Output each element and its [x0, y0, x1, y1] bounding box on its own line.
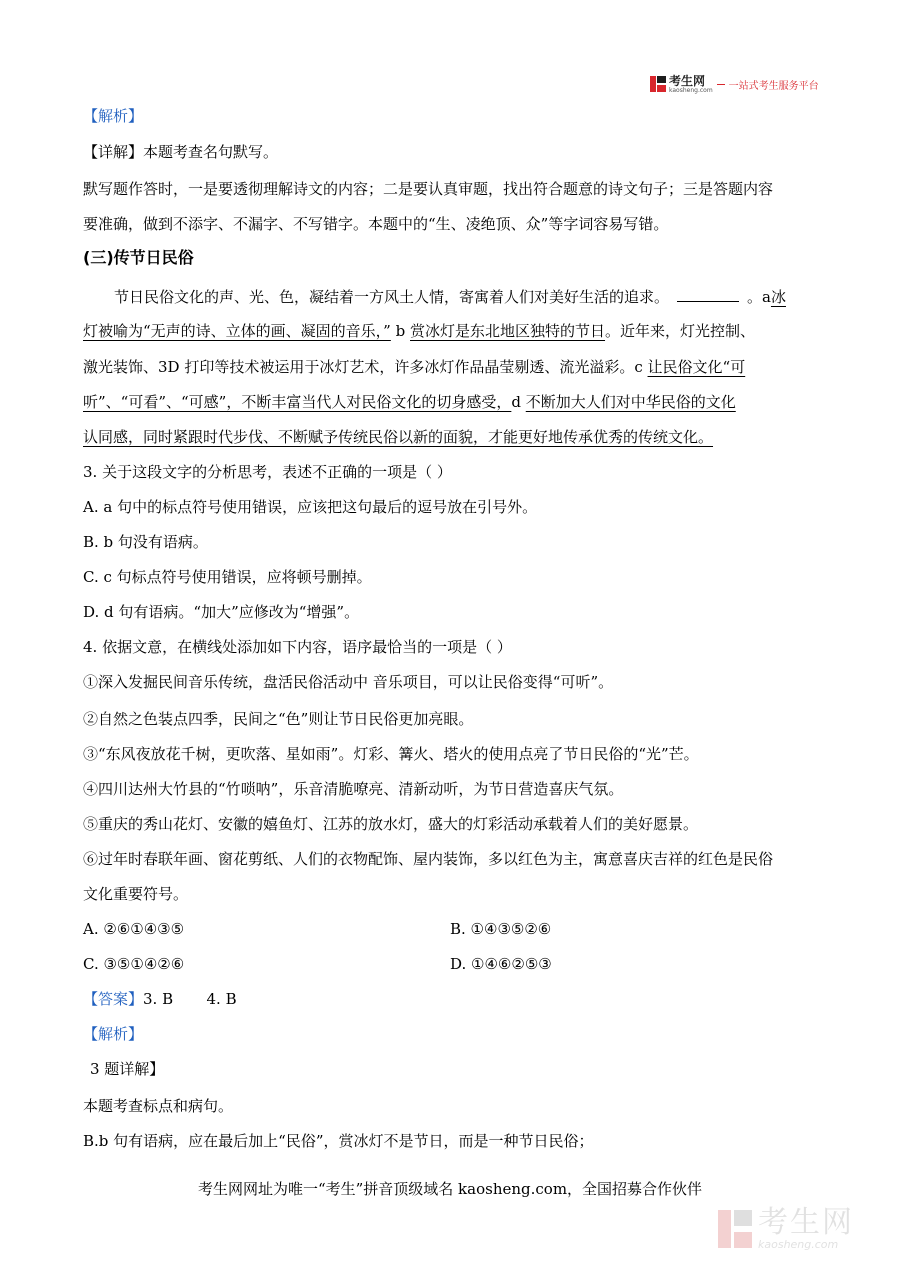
watermark-url: kaosheng.com — [758, 1238, 839, 1251]
choice-a: A. ②⑥①④③⑤ — [83, 920, 185, 938]
item-4: ④四川达州大竹县的“竹唢呐”，乐音清脆嘹亮、清新动听，为节日营造喜庆气氛。 — [83, 780, 624, 798]
explanation-line-2: 要准确，做到不添字、不漏字、不写错字。本题中的“生、凌绝顶、众”等字词容易写错。 — [83, 215, 669, 233]
passage-line-2: 灯被喻为“无声的诗、立体的画、凝固的音乐，” b 赏冰灯是东北地区独特的节日。近年来，灯光控制、 — [83, 322, 756, 340]
answer-blank — [677, 287, 739, 302]
q3-option-b: B. b 句没有语病。 — [83, 533, 208, 551]
item-3: ③“东风夜放花千树，更吹落、星如雨”。灯彩、篝火、塔火的使用点亮了节日民俗的“光”芒。 — [83, 745, 699, 763]
answer-line — [83, 990, 237, 1008]
watermark-name: 考生网 — [758, 1205, 854, 1240]
watermark-logo-icon — [718, 1210, 752, 1250]
choice-c: C. ③⑤①④②⑥ — [83, 955, 185, 973]
choice-b: B. ①④③⑤②⑥ — [450, 920, 552, 938]
logo-url: kaosheng.com — [669, 86, 713, 94]
logo-slogan: 一站式考生服务平台 — [728, 80, 819, 92]
item-6: ⑥过年时春联年画、窗花剪纸、人们的衣物配饰、屋内装饰，多以红色为主，寓意喜庆吉祥的红色是民俗 — [83, 850, 774, 868]
detail-line: 【详解】本题考查名句默写。 — [83, 143, 279, 161]
analysis-label: 【解析】 — [83, 107, 144, 125]
answer-value: 3. B 4. B — [143, 990, 237, 1008]
passage-line-5: 认同感，同时紧跟时代步伐、不断赋予传统民俗以新的面貌，才能更好地传承优秀的传统文化。 — [83, 428, 714, 446]
answer-label: 【答案】 — [83, 990, 144, 1008]
explanation-line-1: 默写题作答时，一是要透彻理解诗文的内容；二是要认真审题，找出符合题意的诗文句子；三是答题内容 — [83, 180, 774, 198]
watermark — [718, 1205, 854, 1251]
section-heading: (三)传节日民俗 — [83, 248, 194, 267]
q3-option-a: A. a 句中的标点符号使用错误，应该把这句最后的逗号放在引号外。 — [83, 498, 538, 516]
choice-d: D. ①④⑥②⑤③ — [450, 955, 552, 973]
q3-option-c: C. c 句标点符号使用错误，应将顿号删掉。 — [83, 568, 372, 586]
footer-text: 考生网网址为唯一“考生”拼音顶级域名 kaosheng.com，全国招募合作伙伴 — [197, 1180, 703, 1198]
question-4: 4. 依据文意，在横线处添加如下内容，语序最恰当的一项是（ ） — [83, 638, 512, 656]
item-2: ②自然之色装点四季，民间之“色”则让节日民俗更加亮眼。 — [83, 710, 474, 728]
q3-option-d: D. d 句有语病。“加大”应修改为“增强”。 — [83, 603, 360, 621]
analysis-label-2: 【解析】 — [83, 1025, 144, 1043]
header-logo — [650, 72, 819, 96]
q3-detail-2: B.b 句有语病，应在最后加上“民俗”，赏冰灯不是节日，而是一种节日民俗； — [83, 1132, 594, 1150]
item-1: ①深入发掘民间音乐传统，盘活民俗活动中 音乐项目，可以让民俗变得“可听”。 — [83, 673, 614, 691]
passage-line-3: 激光装饰、3D 打印等技术被运用于冰灯艺术，许多冰灯作品晶莹剔透、流光溢彩。c 让民俗文化“可 — [83, 358, 746, 376]
question-3: 3. 关于这段文字的分析思考，表述不正确的一项是（ ） — [83, 463, 452, 481]
item-6-cont: 文化重要符号。 — [83, 885, 189, 903]
logo-name: 考生网 — [669, 73, 706, 88]
q3-detail-label: 3 题详解】 — [90, 1060, 165, 1078]
item-5: ⑤重庆的秀山花灯、安徽的嬉鱼灯、江苏的放水灯，盛大的灯彩活动承载着人们的美好愿景。 — [83, 815, 699, 833]
q3-detail-1: 本题考查标点和病句。 — [83, 1097, 234, 1115]
passage-line-4: 听”、“可看”、“可感”，不断丰富当代人对民俗文化的切身感受，d 不断加大人们对中华民俗的文化 — [83, 393, 736, 411]
passage-line-1: 节日民俗文化的声、光、色，凝结着一方风土人情，寄寓着人们对美好生活的追求。 。a冰 — [114, 288, 786, 306]
logo-icon — [650, 75, 666, 93]
